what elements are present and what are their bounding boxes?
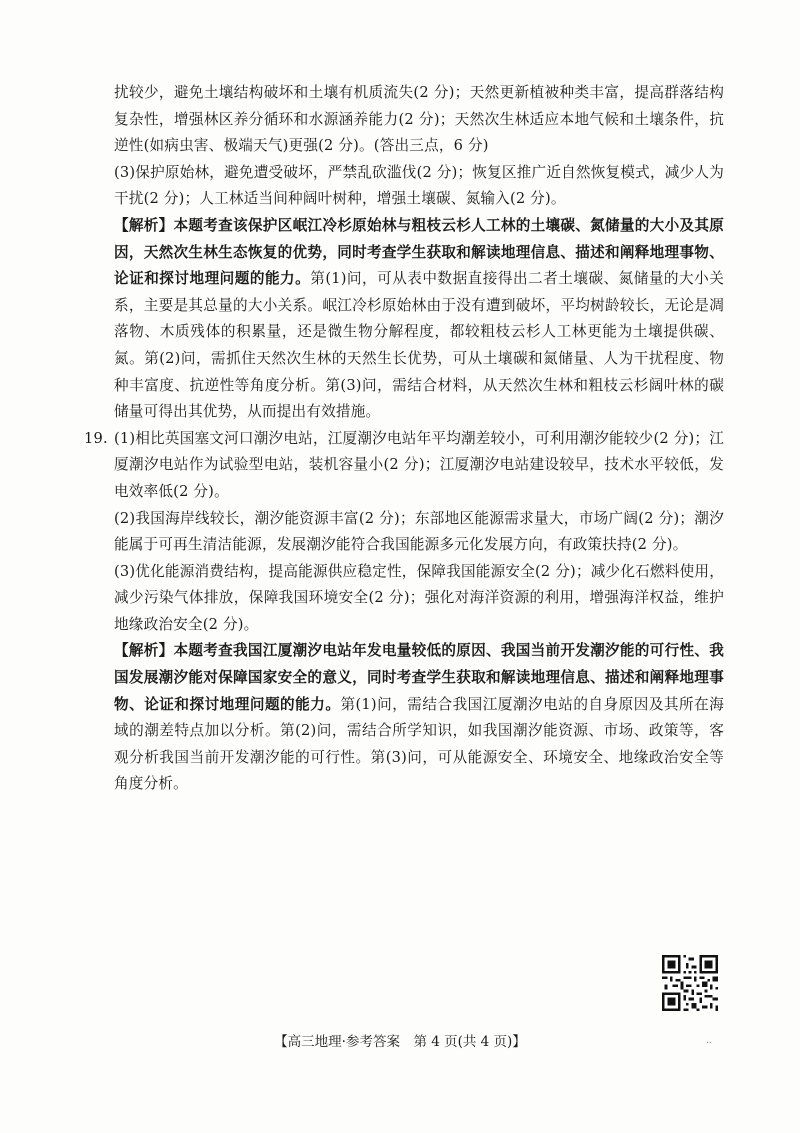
q18-analysis	[114, 213, 724, 426]
corner-mark: ..	[706, 1036, 712, 1046]
q18-part2-continued: 扰较少，避免土壤结构破坏和土壤有机质流失(2 分)；天然更新植被种类丰富，提高群落结构复杂性，增强林区养分循环和水源涵养能力(2 分)；天然次生林适应本地气候和土壤条件，抗逆性(如病虫害、极端天气)更强(2 分)。(答出三点，6 分)	[114, 84, 724, 155]
q19-part3: (3)优化能源消费结构，提高能源供应稳定性，保障我国能源安全(2 分)；减少化石燃料使用，减少污染气体排放，保障我国环境安全(2 分)；强化对海洋资源的利用，增强海洋权益，维护地缘政治安全(2 分)。	[114, 562, 724, 633]
q19-analysis-summary: 本题考查我国江厦潮汐电站年发电量较低的原因、我国当前开发潮汐能的可行性、我国发展潮汐能对保障国家安全的意义，同时考查学生获取和解读地理信息、描述和阐释地理事物、论证和探讨地理问题的能力。	[114, 642, 724, 713]
q19-analysis	[114, 638, 724, 798]
q19-block	[84, 426, 724, 798]
q19-part1: (1)相比英国塞文河口潮汐电站，江厦潮汐电站年平均潮差较小，可利用潮汐能较少(2 分)；江厦潮汐电站作为试验型电站，装机容量小(2 分)；江厦潮汐电站建设较早，技术水平较低，发电效率低(2 分)。	[114, 429, 724, 500]
q18-analysis-detail: 第(1)问，可从表中数据直接得出二者土壤碳、氮储量的大小关系，主要是其总量的大小关系。岷江冷杉原始林由于没有遭到破坏，平均树龄较长，无论是凋落物、木质残体的积累量，还是微生物分解程度，都较粗枝云杉人工林更能为土壤提供碳、氮。第(2)问，需抓住天然次生林的天然生长优势，可从土壤碳和氮储量、人为干扰程度、物种丰富度、抗逆性等角度分析。第(3)问，需结合材料，从天然次生林和粗枝云杉阔叶林的碳储量可得出其优势，从而提出有效措施。	[114, 270, 724, 421]
qr-code-icon	[662, 955, 718, 1011]
q19-number: 19.	[84, 429, 108, 447]
q19-part2: (2)我国海岸线较长，潮汐能资源丰富(2 分)；东部地区能源需求量大，市场广阔(2 分)；潮汐能属于可再生清洁能源，发展潮汐能符合我国能源多元化发展方向，有政策扶持(2 分)。	[114, 509, 724, 554]
q18-part3: (3)保护原始林，避免遭受破坏，严禁乱砍滥伐(2 分)；恢复区推广近自然恢复模式，减少人为干扰(2 分)；人工林适当间种阔叶树种，增强土壤碳、氮输入(2 分)。	[114, 163, 724, 208]
q18-analysis-label: 【解析】	[114, 216, 174, 234]
q19-analysis-label: 【解析】	[114, 642, 174, 660]
page-footer: 【高三地理·参考答案 第 4 页(共 4 页)】	[274, 1034, 526, 1050]
q18-analysis-summary: 本题考查该保护区岷江冷杉原始林与粗枝云杉人工林的土壤碳、氮储量的大小及其原因，天然次生林生态恢复的优势，同时考查学生获取和解读地理信息、描述和阐释地理事物、论证和探讨地理问题的能力。	[114, 216, 724, 288]
answer-content	[84, 80, 724, 798]
q19-analysis-detail: 第(1)问，需结合我国江厦潮汐电站的自身原因及其所在海域的潮差特点加以分析。第(2)问，需结合所学知识，如我国潮汐能资源、市场、政策等，客观分析我国当前开发潮汐能的可行性。第(3)问，可从能源安全、环境安全、地缘政治安全等角度分析。	[114, 695, 724, 793]
